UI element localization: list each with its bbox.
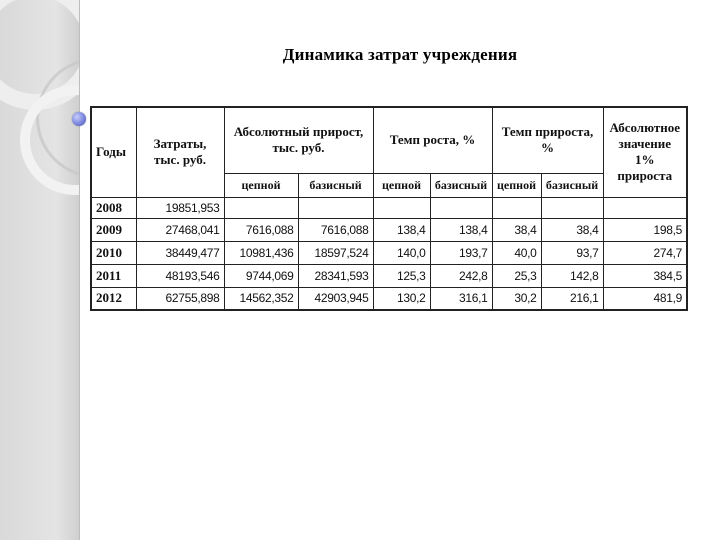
cell-abs-base: 42903,945 [298,287,373,310]
cell-increase-base: 93,7 [541,241,603,264]
cell-increase-chain: 40,0 [492,241,541,264]
cell-abs-base [298,197,373,218]
cell-increase-chain [492,197,541,218]
header-growth-rate: Темп роста, % [373,107,492,173]
cell-costs: 38449,477 [136,241,224,264]
cell-year: 2012 [91,287,136,310]
cell-abs-chain: 7616,088 [224,218,298,241]
cell-year: 2008 [91,197,136,218]
cell-increase-base [541,197,603,218]
subheader-growth-chain: цепной [373,173,430,197]
cell-growth-base: 242,8 [430,264,492,287]
sidebar-divider [79,0,80,540]
header-increase-rate: Темп прироста, % [492,107,603,173]
subheader-abs-chain: цепной [224,173,298,197]
subheader-increase-base: базисный [541,173,603,197]
cell-increase-base: 38,4 [541,218,603,241]
cell-growth-chain: 130,2 [373,287,430,310]
slide-sidebar-decoration [0,0,80,540]
subheader-abs-base: базисный [298,173,373,197]
cell-abs-value [603,197,687,218]
cell-abs-base: 18597,524 [298,241,373,264]
cell-costs: 48193,546 [136,264,224,287]
cell-growth-base: 193,7 [430,241,492,264]
table-row [91,287,687,310]
header-abs-growth: Абсолютный прирост, тыс. руб. [224,107,373,173]
cell-growth-chain: 125,3 [373,264,430,287]
cell-growth-base: 138,4 [430,218,492,241]
cell-increase-chain: 25,3 [492,264,541,287]
cell-abs-chain: 14562,352 [224,287,298,310]
cell-growth-chain: 138,4 [373,218,430,241]
cell-abs-value: 274,7 [603,241,687,264]
cell-abs-chain: 9744,069 [224,264,298,287]
cell-abs-value: 384,5 [603,264,687,287]
cell-abs-chain: 10981,436 [224,241,298,264]
cell-abs-base: 28341,593 [298,264,373,287]
table-row [91,197,687,218]
table-row [91,241,687,264]
cell-costs: 19851,953 [136,197,224,218]
cell-increase-chain: 30,2 [492,287,541,310]
header-abs-value: Абсолютное значение 1% прироста [603,107,687,197]
costs-table-container [90,106,688,311]
slide-title: Динамика затрат учреждения [282,45,518,64]
cell-growth-base: 316,1 [430,287,492,310]
cell-abs-value: 481,9 [603,287,687,310]
bullet-dot-icon [72,112,86,126]
cell-increase-base: 142,8 [541,264,603,287]
table-row [91,264,687,287]
cell-growth-chain [373,197,430,218]
cell-costs: 27468,041 [136,218,224,241]
cell-year: 2010 [91,241,136,264]
cell-growth-chain: 140,0 [373,241,430,264]
cell-increase-base: 216,1 [541,287,603,310]
header-years: Годы [91,107,136,197]
cell-year: 2011 [91,264,136,287]
subheader-increase-chain: цепной [492,173,541,197]
cell-abs-base: 7616,088 [298,218,373,241]
cell-growth-base [430,197,492,218]
header-costs: Затраты, тыс. руб. [136,107,224,197]
cell-abs-chain [224,197,298,218]
cell-costs: 62755,898 [136,287,224,310]
subheader-growth-base: базисный [430,173,492,197]
cell-year: 2009 [91,218,136,241]
cell-increase-chain: 38,4 [492,218,541,241]
table-row [91,218,687,241]
costs-table [90,106,688,311]
cell-abs-value: 198,5 [603,218,687,241]
